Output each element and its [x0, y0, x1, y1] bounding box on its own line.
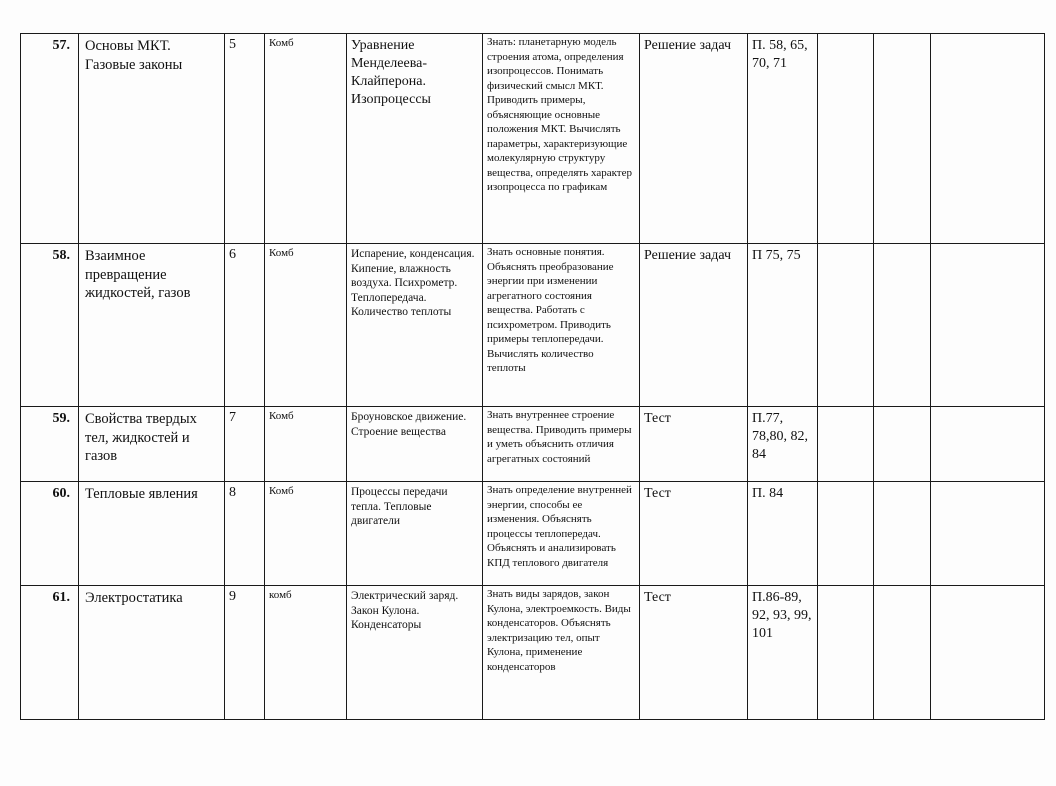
table-row [21, 34, 1045, 244]
empty-cell [874, 482, 931, 586]
lesson-content: Броуновское движение. Строение вещества [347, 407, 483, 482]
empty-cell [818, 482, 874, 586]
lesson-requirements: Знать внутреннее строение вещества. Приводить примеры и уметь объяснить отличия агрегатных состояний [483, 407, 640, 482]
lesson-plan-table [20, 33, 1045, 720]
empty-cell [931, 244, 1045, 407]
empty-cell [931, 586, 1045, 720]
table-row [21, 407, 1045, 482]
lesson-topic: Взаимное превращение жидкостей, газов [79, 244, 225, 407]
lesson-requirements: Знать: планетарную модель строения атома, определения изопроцессов. Понимать физический смысл МКТ. Приводить примеры, объясняющие основные положения МКТ. Вычислять параметры, характеризующие молекулярную структуру вещества, определять характер изопроцесса по графикам [483, 34, 640, 244]
lesson-content: Процессы передачи тепла. Тепловые двигатели [347, 482, 483, 586]
lesson-control: Тест [640, 407, 748, 482]
empty-cell [931, 407, 1045, 482]
empty-cell [818, 407, 874, 482]
lesson-topic: Свойства твердых тел, жидкостей и газов [79, 407, 225, 482]
lesson-homework: П 75, 75 [748, 244, 818, 407]
lesson-type: Комб [265, 407, 347, 482]
empty-cell [874, 34, 931, 244]
lesson-homework: П.86-89, 92, 93, 99, 101 [748, 586, 818, 720]
lesson-topic: Электростатика [79, 586, 225, 720]
lesson-content: Испарение, конденсация. Кипение, влажность воздуха. Психрометр. Теплопередача. Количество теплоты [347, 244, 483, 407]
lesson-control: Решение задач [640, 34, 748, 244]
empty-cell [874, 586, 931, 720]
table-row [21, 586, 1045, 720]
table-row [21, 482, 1045, 586]
lesson-requirements: Знать определение внутренней энергии, способы ее изменения. Объяснять процессы теплопередач. Объяснять и анализировать КПД теплового двигателя [483, 482, 640, 586]
lesson-type: Комб [265, 244, 347, 407]
table-row [21, 244, 1045, 407]
lesson-number: 61. [21, 586, 79, 720]
lesson-topic: Тепловые явления [79, 482, 225, 586]
lesson-homework: П. 58, 65, 70, 71 [748, 34, 818, 244]
lesson-requirements: Знать основные понятия. Объяснять преобразование энергии при изменении агрегатного состояния вещества. Работать с психрометром. Приводить примеры теплопередачи. Вычислять количество теплоты [483, 244, 640, 407]
lesson-hours: 7 [225, 407, 265, 482]
lesson-control: Тест [640, 586, 748, 720]
lesson-homework: П.77, 78,80, 82, 84 [748, 407, 818, 482]
lesson-hours: 6 [225, 244, 265, 407]
lesson-number: 58. [21, 244, 79, 407]
lesson-hours: 5 [225, 34, 265, 244]
lesson-content: Уравнение Менделеева-Клайперона. Изопроцессы [347, 34, 483, 244]
empty-cell [818, 34, 874, 244]
empty-cell [874, 244, 931, 407]
lesson-content: Электрический заряд. Закон Кулона. Конденсаторы [347, 586, 483, 720]
lesson-type: Комб [265, 34, 347, 244]
lesson-control: Тест [640, 482, 748, 586]
lesson-type: Комб [265, 482, 347, 586]
lesson-topic: Основы МКТ. Газовые законы [79, 34, 225, 244]
lesson-control: Решение задач [640, 244, 748, 407]
lesson-number: 60. [21, 482, 79, 586]
lesson-number: 57. [21, 34, 79, 244]
lesson-hours: 9 [225, 586, 265, 720]
empty-cell [931, 482, 1045, 586]
empty-cell [874, 407, 931, 482]
lesson-homework: П. 84 [748, 482, 818, 586]
lesson-requirements: Знать виды зарядов, закон Кулона, электроемкость. Виды конденсаторов. Объяснять электризацию тел, опыт Кулона, применение конденсаторов [483, 586, 640, 720]
lesson-hours: 8 [225, 482, 265, 586]
lesson-type: комб [265, 586, 347, 720]
lesson-number: 59. [21, 407, 79, 482]
empty-cell [931, 34, 1045, 244]
empty-cell [818, 244, 874, 407]
empty-cell [818, 586, 874, 720]
